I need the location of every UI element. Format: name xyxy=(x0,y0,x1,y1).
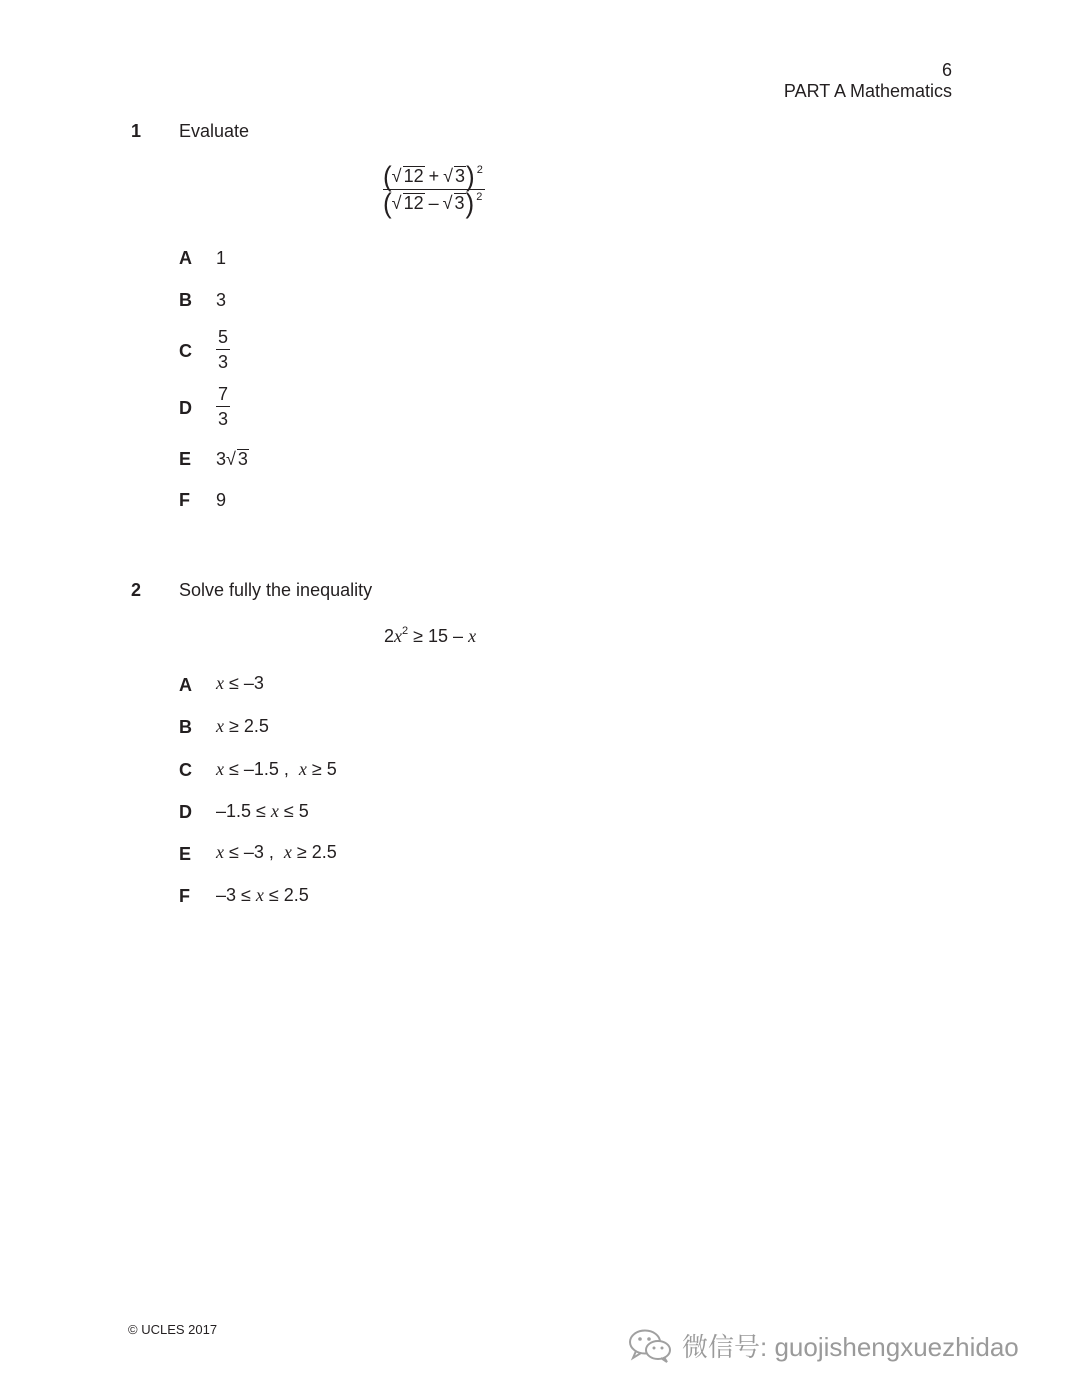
watermark xyxy=(628,1327,1019,1364)
inequality-expression xyxy=(384,625,476,647)
fraction-numerator: ( √ 12 + √ 3 ) $^2$ xyxy=(383,160,483,192)
operator: – xyxy=(428,192,439,213)
radicand: 3 xyxy=(237,449,248,469)
option-value: –1.5 ≤ x ≤ 5 xyxy=(216,801,309,821)
option-letter: E xyxy=(179,844,192,864)
question-number: 2 xyxy=(131,580,142,600)
fraction-numerator: 5 xyxy=(218,327,229,347)
coefficient: 3 xyxy=(216,449,227,469)
radicand: 3 xyxy=(454,192,465,213)
question-number: 1 xyxy=(131,121,142,141)
question-prompt: Solve fully the inequality xyxy=(179,580,373,600)
exponent: 2 xyxy=(476,191,483,203)
option-letter: F xyxy=(179,490,190,510)
relation: ≥ 15 – xyxy=(408,626,469,646)
option-value: x ≤ –3 , x ≥ 2.5 xyxy=(216,842,337,862)
variable: x xyxy=(394,626,403,646)
fraction-numerator: 7 xyxy=(218,384,229,404)
option-value: 1 xyxy=(216,248,227,268)
variable: x xyxy=(468,626,477,646)
exponent: 2 xyxy=(476,164,483,176)
option-letter: E xyxy=(179,449,192,469)
fraction-expression xyxy=(383,160,485,219)
wechat-icon xyxy=(628,1328,674,1364)
option-value: –3 ≤ x ≤ 2.5 xyxy=(216,885,309,905)
page-number: 6 xyxy=(941,60,952,80)
question-prompt: Evaluate xyxy=(179,121,250,141)
option-value: 9 xyxy=(216,490,227,510)
option-fraction xyxy=(216,383,230,430)
fraction-denominator: 3 xyxy=(218,409,229,429)
copyright-notice: © UCLES 2017 xyxy=(128,1322,218,1337)
option-value: x ≤ –1.5 , x ≥ 5 xyxy=(216,759,337,779)
watermark-text: 微信号: guojishengxuezhidao xyxy=(682,1332,1019,1362)
exponent: 2 xyxy=(402,625,409,637)
option-value: 3 xyxy=(216,290,227,310)
option-value: x ≥ 2.5 xyxy=(216,716,269,736)
option-letter: A xyxy=(179,675,192,695)
option-letter: A xyxy=(179,248,192,268)
option-value: 3 √ 3 xyxy=(216,449,248,469)
option-fraction xyxy=(216,326,230,373)
fraction-denominator: 3 xyxy=(218,352,229,372)
radicand: 12 xyxy=(403,165,424,186)
radicand: 3 xyxy=(455,165,466,186)
radicand: 12 xyxy=(403,192,424,213)
option-letter: D xyxy=(179,398,192,418)
option-letter: B xyxy=(179,290,192,310)
option-letter: B xyxy=(179,717,192,737)
fraction-denominator: ( √ 12 – √ 3 ) $^2$ xyxy=(383,187,483,219)
option-letter: C xyxy=(179,760,192,780)
section-title: PART A Mathematics xyxy=(783,81,952,101)
option-letter: D xyxy=(179,802,192,822)
operator: + xyxy=(428,165,440,186)
option-letter: C xyxy=(179,341,192,361)
coefficient: 2 xyxy=(384,626,395,646)
option-letter: F xyxy=(179,886,190,906)
option-value: x ≤ –3 xyxy=(216,673,264,693)
